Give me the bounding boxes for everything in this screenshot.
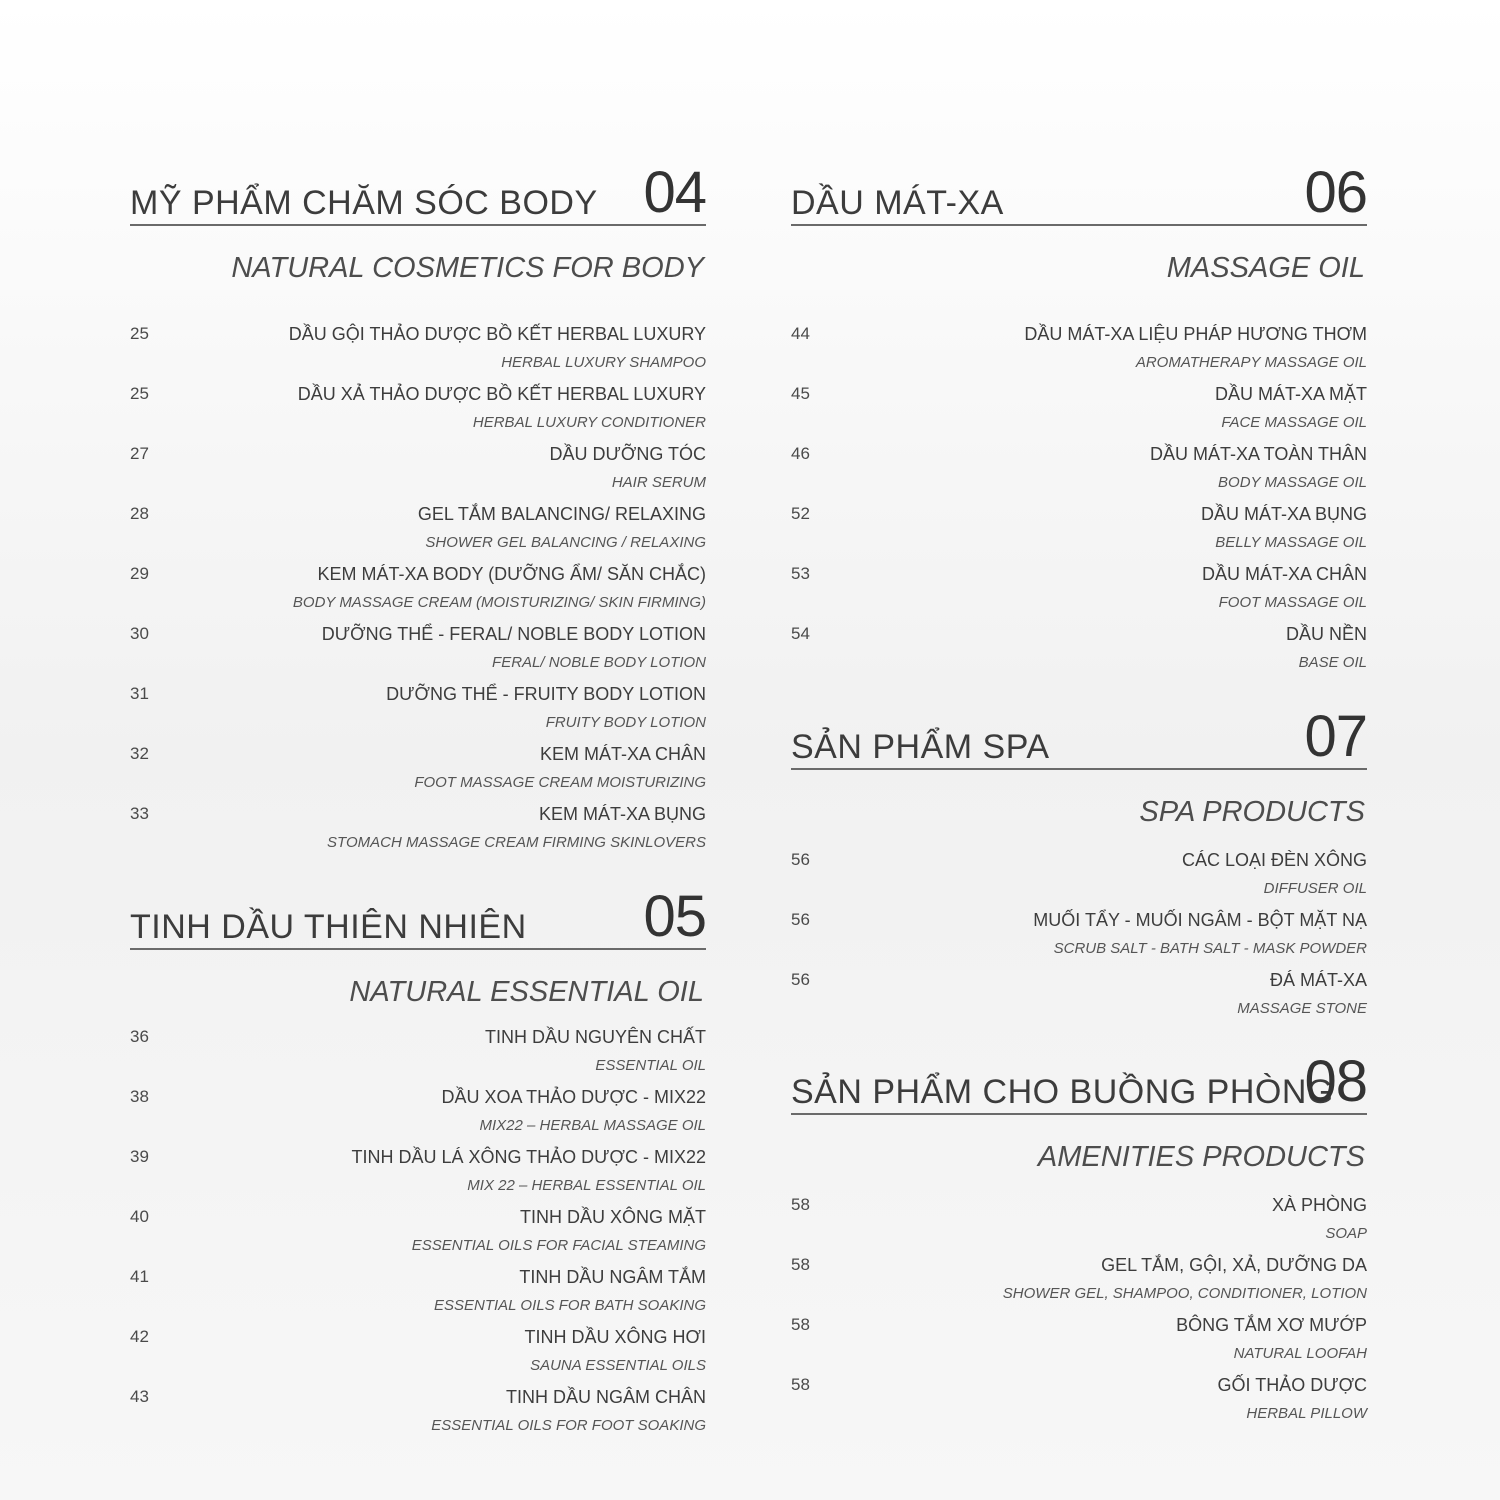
item-name-vi: MUỐI TẨY - MUỐI NGÂM - BỘT MẶT NẠ — [1033, 910, 1367, 930]
item-name-en: ESSENTIAL OILS FOR FOOT SOAKING — [431, 1417, 706, 1434]
item-page-number: 58 — [791, 1195, 810, 1214]
section-subtitle: AMENITIES PRODUCTS — [1037, 1141, 1365, 1173]
item-name-vi: DẦU MÁT-XA LIỆU PHÁP HƯƠNG THƠM — [1024, 324, 1367, 344]
item-name-en: BODY MASSAGE OIL — [1218, 474, 1367, 491]
item-page-number: 30 — [130, 624, 149, 643]
item-name-en: FRUITY BODY LOTION — [545, 714, 706, 731]
section-number: 08 — [1304, 1049, 1367, 1114]
item-name-vi: DẦU MÁT-XA TOÀN THÂN — [1149, 444, 1367, 464]
item-page-number: 53 — [791, 564, 810, 583]
item-page-number: 56 — [791, 910, 810, 929]
item-name-en: NATURAL LOOFAH — [1233, 1345, 1367, 1362]
item-page-number: 43 — [130, 1387, 149, 1406]
item-page-number: 46 — [791, 444, 810, 463]
section-body-cosmetics — [130, 160, 706, 863]
item-page-number: 44 — [791, 324, 810, 343]
item-list — [791, 323, 1367, 683]
item-name-en: AROMATHERAPY MASSAGE OIL — [1135, 354, 1367, 371]
item-name-vi: GEL TẮM, GỘI, XẢ, DƯỠNG DA — [1101, 1255, 1367, 1275]
item-name-vi: KEM MÁT-XA BỤNG — [538, 804, 706, 824]
item-name-vi: DƯỠNG THỂ - FRUITY BODY LOTION — [386, 684, 706, 704]
item-name-en: STOMACH MASSAGE CREAM FIRMING SKINLOVERS — [327, 834, 706, 851]
list-item — [791, 1254, 1367, 1314]
list-item — [130, 383, 706, 443]
item-list — [130, 323, 706, 863]
section-subtitle: SPA PRODUCTS — [1139, 796, 1365, 828]
item-name-vi: TINH DẦU LÁ XÔNG THẢO DƯỢC - MIX22 — [351, 1147, 706, 1167]
item-list — [130, 1026, 706, 1446]
item-name-vi: TINH DẦU NGUYÊN CHẤT — [484, 1027, 706, 1047]
section-number: 04 — [643, 160, 706, 225]
section-header — [791, 704, 1367, 770]
item-name-vi: TINH DẦU XÔNG MẶT — [519, 1207, 706, 1227]
item-name-en: HERBAL LUXURY CONDITIONER — [472, 414, 706, 431]
list-item — [791, 443, 1367, 503]
item-name-vi: BÔNG TẮM XƠ MƯỚP — [1176, 1315, 1367, 1335]
item-name-en: ESSENTIAL OILS FOR FACIAL STEAMING — [411, 1237, 706, 1254]
list-item — [130, 1326, 706, 1386]
section-header — [130, 160, 706, 226]
item-name-en: FOOT MASSAGE CREAM MOISTURIZING — [414, 774, 706, 791]
section-spa-products — [791, 704, 1367, 1029]
list-item — [791, 503, 1367, 563]
item-name-vi: TINH DẦU XÔNG HƠI — [524, 1327, 706, 1347]
list-item — [791, 969, 1367, 1029]
list-item — [130, 683, 706, 743]
item-name-vi: GEL TẮM BALANCING/ RELAXING — [417, 504, 706, 524]
item-page-number: 54 — [791, 624, 810, 643]
list-item — [791, 1194, 1367, 1254]
section-subtitle: NATURAL COSMETICS FOR BODY — [231, 252, 704, 284]
item-name-en: SHOWER GEL, SHAMPOO, CONDITIONER, LOTION — [1002, 1285, 1367, 1302]
list-item — [791, 623, 1367, 683]
item-page-number: 58 — [791, 1315, 810, 1334]
item-page-number: 45 — [791, 384, 810, 403]
item-page-number: 58 — [791, 1255, 810, 1274]
list-item — [791, 383, 1367, 443]
item-name-en: MIX 22 – HERBAL ESSENTIAL OIL — [467, 1177, 706, 1194]
item-name-en: SOAP — [1325, 1225, 1367, 1242]
item-page-number: 41 — [130, 1267, 149, 1286]
item-name-vi: XÀ PHÒNG — [1271, 1195, 1367, 1215]
item-name-vi: DẦU MÁT-XA CHÂN — [1201, 564, 1367, 584]
list-item — [130, 1086, 706, 1146]
item-page-number: 33 — [130, 804, 149, 823]
list-item — [130, 1026, 706, 1086]
list-item — [130, 1386, 706, 1446]
item-name-en: SCRUB SALT - BATH SALT - MASK POWDER — [1053, 940, 1367, 957]
item-page-number: 52 — [791, 504, 810, 523]
section-header — [791, 160, 1367, 226]
item-list — [791, 1194, 1367, 1434]
item-page-number: 32 — [130, 744, 149, 763]
item-list — [791, 849, 1367, 1029]
section-subtitle: NATURAL ESSENTIAL OIL — [349, 976, 704, 1008]
section-title: MỸ PHẨM CHĂM SÓC BODY — [130, 184, 598, 222]
item-name-vi: ĐÁ MÁT-XA — [1269, 970, 1367, 990]
item-name-en: FACE MASSAGE OIL — [1221, 414, 1367, 431]
list-item — [130, 443, 706, 503]
item-name-vi: KEM MÁT-XA CHÂN — [539, 744, 706, 764]
item-name-en: BELLY MASSAGE OIL — [1215, 534, 1367, 551]
list-item — [791, 563, 1367, 623]
section-subtitle: MASSAGE OIL — [1166, 252, 1365, 284]
item-name-vi: TINH DẦU NGÂM CHÂN — [505, 1387, 706, 1407]
section-header — [791, 1049, 1367, 1115]
list-item — [130, 623, 706, 683]
item-name-en: SHOWER GEL BALANCING / RELAXING — [425, 534, 706, 551]
list-item — [130, 503, 706, 563]
item-name-en: HAIR SERUM — [611, 474, 706, 491]
section-massage-oil — [791, 160, 1367, 683]
item-name-vi: CÁC LOẠI ĐÈN XÔNG — [1181, 850, 1367, 870]
item-page-number: 25 — [130, 384, 149, 403]
item-name-en: FOOT MASSAGE OIL — [1218, 594, 1367, 611]
item-name-vi: DẦU MÁT-XA MẶT — [1214, 384, 1367, 404]
item-page-number: 36 — [130, 1027, 149, 1046]
item-page-number: 31 — [130, 684, 149, 703]
list-item — [130, 743, 706, 803]
item-name-vi: DẦU GỘI THẢO DƯỢC BỒ KẾT HERBAL LUXURY — [288, 324, 706, 344]
item-page-number: 40 — [130, 1207, 149, 1226]
item-name-en: DIFFUSER OIL — [1263, 880, 1367, 897]
item-name-vi: DẦU XẢ THẢO DƯỢC BỒ KẾT HERBAL LUXURY — [297, 384, 706, 404]
list-item — [130, 1266, 706, 1326]
section-number: 07 — [1304, 704, 1367, 769]
item-name-vi: DẦU NỀN — [1285, 624, 1367, 644]
item-name-vi: DƯỠNG THỂ - FERAL/ NOBLE BODY LOTION — [321, 624, 706, 644]
item-name-vi: DẦU DƯỠNG TÓC — [549, 444, 706, 464]
item-name-en: ESSENTIAL OILS FOR BATH SOAKING — [433, 1297, 706, 1314]
item-name-vi: DẦU XOA THẢO DƯỢC - MIX22 — [441, 1087, 706, 1107]
section-number: 06 — [1304, 160, 1367, 225]
list-item — [791, 1314, 1367, 1374]
section-essential-oil — [130, 884, 706, 1446]
list-item — [130, 1206, 706, 1266]
list-item — [130, 1146, 706, 1206]
item-page-number: 27 — [130, 444, 149, 463]
list-item — [791, 849, 1367, 909]
list-item — [791, 909, 1367, 969]
section-title: SẢN PHẨM CHO BUỒNG PHÒNG — [791, 1073, 1334, 1111]
item-name-en: FERAL/ NOBLE BODY LOTION — [492, 654, 706, 671]
item-page-number: 56 — [791, 850, 810, 869]
list-item — [791, 1374, 1367, 1434]
item-name-en: MIX22 – HERBAL MASSAGE OIL — [479, 1117, 706, 1134]
item-name-en: BASE OIL — [1298, 654, 1367, 671]
list-item — [130, 323, 706, 383]
section-title: TINH DẦU THIÊN NHIÊN — [130, 908, 527, 946]
section-title: SẢN PHẨM SPA — [791, 728, 1050, 766]
item-page-number: 25 — [130, 324, 149, 343]
item-name-vi: TINH DẦU NGÂM TẮM — [519, 1267, 706, 1287]
list-item — [791, 323, 1367, 383]
item-name-en: HERBAL LUXURY SHAMPOO — [501, 354, 706, 371]
item-page-number: 56 — [791, 970, 810, 989]
item-name-en: HERBAL PILLOW — [1246, 1405, 1367, 1422]
item-name-vi: DẦU MÁT-XA BỤNG — [1200, 504, 1367, 524]
item-name-en: MASSAGE STONE — [1237, 1000, 1367, 1017]
section-amenities — [791, 1049, 1367, 1434]
section-number: 05 — [643, 884, 706, 949]
section-title: DẦU MÁT-XA — [791, 184, 1004, 222]
item-page-number: 42 — [130, 1327, 149, 1346]
item-name-vi: GỐI THẢO DƯỢC — [1217, 1375, 1367, 1395]
list-item — [130, 563, 706, 623]
item-page-number: 28 — [130, 504, 149, 523]
item-page-number: 58 — [791, 1375, 810, 1394]
item-name-en: SAUNA ESSENTIAL OILS — [530, 1357, 706, 1374]
item-name-vi: KEM MÁT-XA BODY (DƯỠNG ẨM/ SĂN CHẮC) — [317, 564, 706, 584]
item-page-number: 29 — [130, 564, 149, 583]
item-name-en: BODY MASSAGE CREAM (MOISTURIZING/ SKIN FIRMING) — [292, 594, 706, 611]
section-header — [130, 884, 706, 950]
item-page-number: 39 — [130, 1147, 149, 1166]
list-item — [130, 803, 706, 863]
item-page-number: 38 — [130, 1087, 149, 1106]
item-name-en: ESSENTIAL OIL — [595, 1057, 706, 1074]
